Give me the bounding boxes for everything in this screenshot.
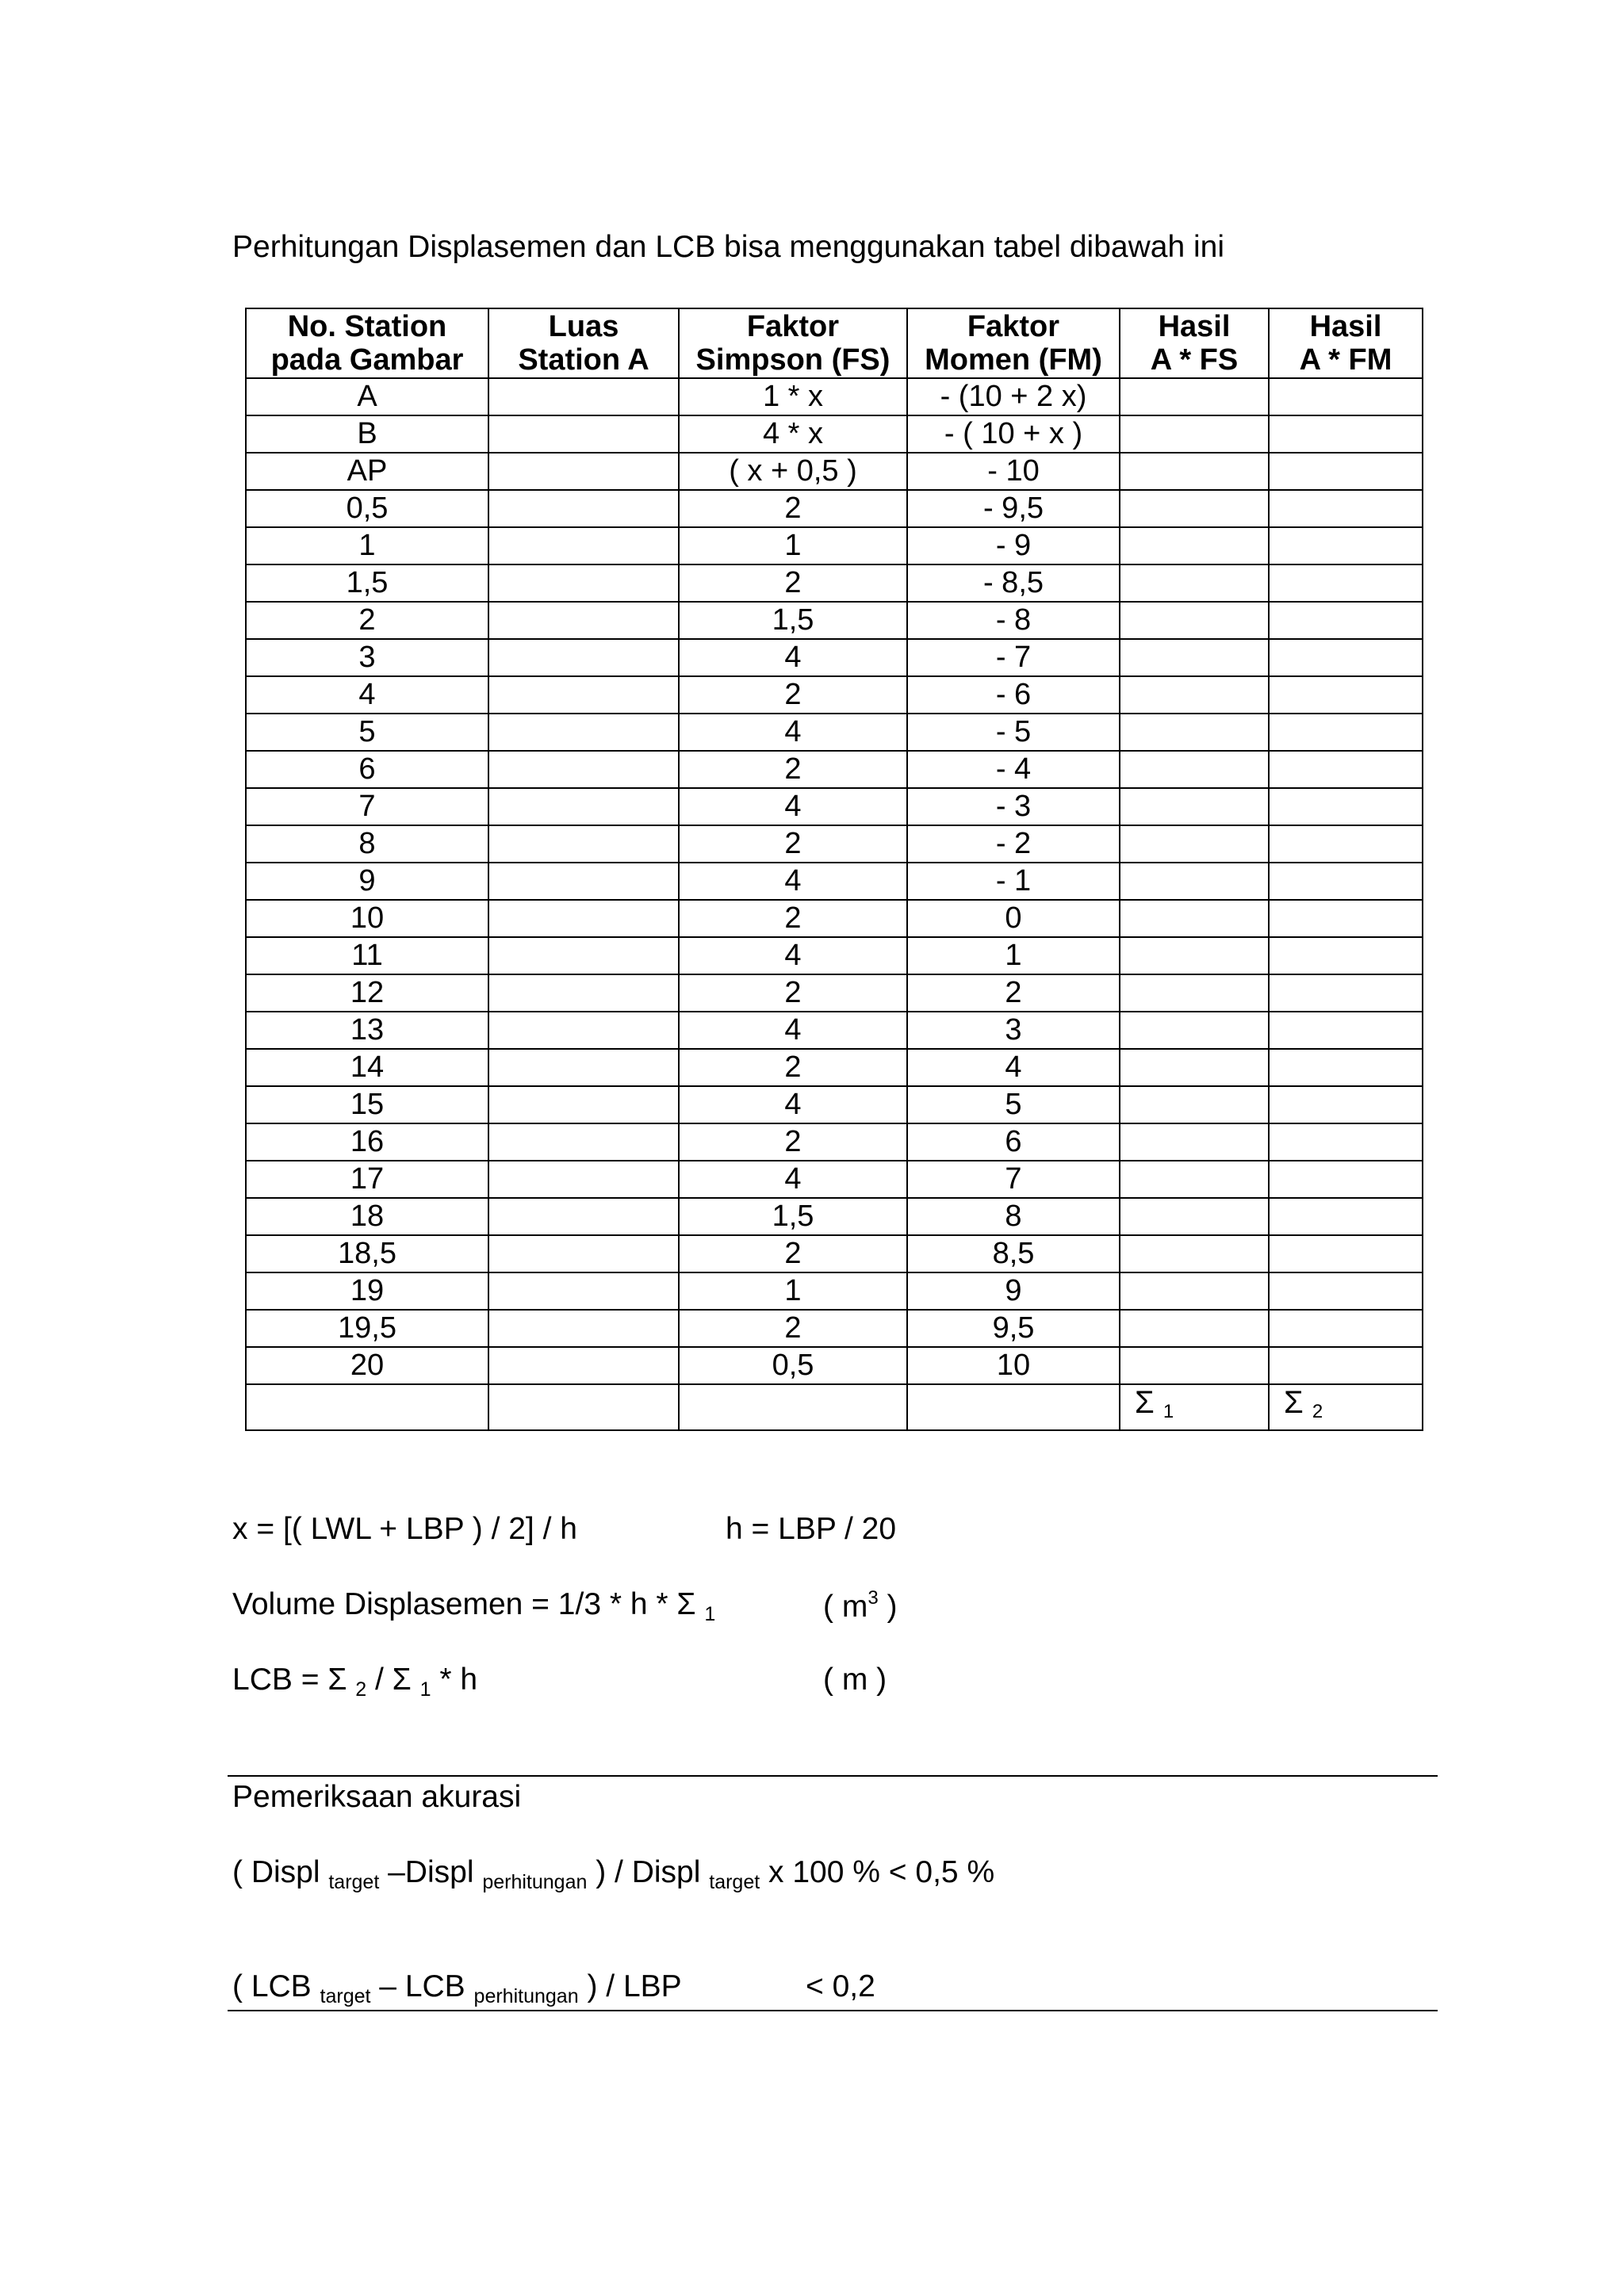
station-cell: 17: [246, 1161, 488, 1198]
result-fs-cell: [1120, 937, 1269, 974]
result-fs-cell: [1120, 825, 1269, 863]
result-fs-cell: [1120, 639, 1269, 676]
simpson-factor-cell: 2: [679, 751, 907, 788]
result-fs-cell: [1120, 974, 1269, 1012]
area-cell: [488, 415, 679, 453]
result-fs-cell: [1120, 751, 1269, 788]
area-cell: [488, 527, 679, 564]
sum-1-cell: Σ $_1$: [1120, 1384, 1269, 1430]
table-row: [246, 1161, 1423, 1198]
area-cell: [488, 602, 679, 639]
table-body: [246, 378, 1423, 1430]
simpson-factor-cell: 2: [679, 490, 907, 527]
simpson-factor-cell: 4: [679, 1086, 907, 1123]
result-fs-cell: [1120, 1012, 1269, 1049]
simpson-factor-cell: 1: [679, 1272, 907, 1310]
result-fs-cell: [1120, 1049, 1269, 1086]
table-row: [246, 527, 1423, 564]
result-fm-cell: [1269, 863, 1423, 900]
result-fs-cell: [1120, 1086, 1269, 1123]
lcb-accuracy-limit: < 0,2: [806, 1969, 875, 2003]
station-cell: 19,5: [246, 1310, 488, 1347]
area-cell: [488, 974, 679, 1012]
table-cell: [246, 1384, 488, 1430]
station-cell: 16: [246, 1123, 488, 1161]
simpson-factor-cell: 2: [679, 1235, 907, 1272]
moment-factor-cell: 10: [907, 1347, 1120, 1384]
area-cell: [488, 1310, 679, 1347]
table-row: [246, 490, 1423, 527]
result-fs-cell: [1120, 900, 1269, 937]
moment-factor-cell: - 5: [907, 714, 1120, 751]
simpson-factor-cell: 2: [679, 974, 907, 1012]
result-fs-cell: [1120, 676, 1269, 714]
header-result-fm: Hasil A * FM: [1269, 308, 1423, 378]
intro-text: Perhitungan Displasemen dan LCB bisa menggunakan tabel dibawah ini: [232, 230, 1224, 264]
area-cell: [488, 1012, 679, 1049]
result-fm-cell: [1269, 1012, 1423, 1049]
area-cell: [488, 937, 679, 974]
header-station: No. Station pada Gambar: [246, 308, 488, 378]
area-cell: [488, 1161, 679, 1198]
moment-factor-cell: - 8: [907, 602, 1120, 639]
result-fs-cell: [1120, 602, 1269, 639]
table-row: [246, 974, 1423, 1012]
result-fm-cell: [1269, 1272, 1423, 1310]
moment-factor-cell: 6: [907, 1123, 1120, 1161]
simpson-factor-cell: 4: [679, 714, 907, 751]
moment-factor-cell: 7: [907, 1161, 1120, 1198]
moment-factor-cell: 3: [907, 1012, 1120, 1049]
station-cell: 3: [246, 639, 488, 676]
table-row: [246, 639, 1423, 676]
area-cell: [488, 900, 679, 937]
area-cell: [488, 825, 679, 863]
table-cell: [907, 1384, 1120, 1430]
moment-factor-cell: - 9: [907, 527, 1120, 564]
table-row: [246, 564, 1423, 602]
result-fm-cell: [1269, 751, 1423, 788]
moment-factor-cell: - ( 10 + x ): [907, 415, 1120, 453]
area-cell: [488, 1086, 679, 1123]
station-cell: 4: [246, 676, 488, 714]
station-cell: 18: [246, 1198, 488, 1235]
result-fm-cell: [1269, 900, 1423, 937]
simpson-factor-cell: 2: [679, 564, 907, 602]
table-row: [246, 825, 1423, 863]
area-cell: [488, 564, 679, 602]
result-fs-cell: [1120, 453, 1269, 490]
simpson-factor-cell: 2: [679, 1049, 907, 1086]
table-row: [246, 676, 1423, 714]
result-fs-cell: [1120, 1347, 1269, 1384]
simpson-factor-cell: 2: [679, 1123, 907, 1161]
area-cell: [488, 1272, 679, 1310]
result-fm-cell: [1269, 1198, 1423, 1235]
station-cell: 7: [246, 788, 488, 825]
station-cell: 8: [246, 825, 488, 863]
table-row: [246, 1310, 1423, 1347]
moment-factor-cell: 5: [907, 1086, 1120, 1123]
simpson-factor-cell: 4: [679, 1012, 907, 1049]
station-cell: 13: [246, 1012, 488, 1049]
table-row: [246, 1086, 1423, 1123]
table-row: [246, 900, 1423, 937]
result-fs-cell: [1120, 378, 1269, 415]
table-cell: [488, 1384, 679, 1430]
table-row: [246, 602, 1423, 639]
result-fm-cell: [1269, 1310, 1423, 1347]
area-cell: [488, 453, 679, 490]
result-fs-cell: [1120, 1272, 1269, 1310]
simpson-factor-cell: 1: [679, 527, 907, 564]
moment-factor-cell: - 4: [907, 751, 1120, 788]
simpson-factor-cell: 0,5: [679, 1347, 907, 1384]
area-cell: [488, 1198, 679, 1235]
simpson-factor-cell: 4: [679, 1161, 907, 1198]
result-fm-cell: [1269, 788, 1423, 825]
simpson-factor-cell: 2: [679, 676, 907, 714]
table-header-row: [246, 308, 1423, 378]
table-row: [246, 788, 1423, 825]
moment-factor-cell: - 3: [907, 788, 1120, 825]
result-fm-cell: [1269, 1123, 1423, 1161]
area-cell: [488, 676, 679, 714]
displacement-accuracy-formula: ( Displ $_{target}$ –Displ $_{perhitungan}$ ) / Displ $_{target}$ x 100 % < 0,5 %: [232, 1855, 995, 1893]
station-cell: AP: [246, 453, 488, 490]
result-fm-cell: [1269, 937, 1423, 974]
area-cell: [488, 714, 679, 751]
result-fs-cell: [1120, 1198, 1269, 1235]
table-row: [246, 1235, 1423, 1272]
result-fm-cell: [1269, 415, 1423, 453]
moment-factor-cell: 1: [907, 937, 1120, 974]
volume-unit: ( $m^3$ ): [823, 1587, 898, 1624]
section-divider-bottom: [228, 2010, 1438, 2011]
area-cell: [488, 863, 679, 900]
simpson-factor-cell: 4: [679, 639, 907, 676]
station-cell: 9: [246, 863, 488, 900]
station-cell: 1: [246, 527, 488, 564]
table-row: [246, 714, 1423, 751]
moment-factor-cell: 9,5: [907, 1310, 1120, 1347]
table-row: [246, 1347, 1423, 1384]
result-fm-cell: [1269, 564, 1423, 602]
result-fm-cell: [1269, 974, 1423, 1012]
sum-2-cell: Σ $_2$: [1269, 1384, 1423, 1430]
table-row: [246, 1123, 1423, 1161]
result-fs-cell: [1120, 564, 1269, 602]
simpson-factor-cell: 4: [679, 937, 907, 974]
accuracy-title: Pemeriksaan akurasi: [232, 1780, 522, 1814]
lcb-unit: ( m ): [823, 1663, 887, 1697]
header-moment-factor: Faktor Momen (FM): [907, 308, 1120, 378]
simpson-factor-cell: 1,5: [679, 602, 907, 639]
moment-factor-cell: - 10: [907, 453, 1120, 490]
result-fm-cell: [1269, 490, 1423, 527]
area-cell: [488, 378, 679, 415]
result-fs-cell: [1120, 1123, 1269, 1161]
simpson-factor-cell: 1,5: [679, 1198, 907, 1235]
station-cell: 15: [246, 1086, 488, 1123]
lcb-formula: LCB = Σ $_2$ / Σ $_1$ * h: [232, 1663, 478, 1701]
h-definition: h = LBP / 20: [726, 1512, 897, 1546]
area-cell: [488, 639, 679, 676]
station-cell: 14: [246, 1049, 488, 1086]
area-cell: [488, 1347, 679, 1384]
header-simpson-factor: Faktor Simpson (FS): [679, 308, 907, 378]
simpson-factor-cell: 4: [679, 788, 907, 825]
result-fs-cell: [1120, 490, 1269, 527]
table-row: [246, 751, 1423, 788]
moment-factor-cell: - 1: [907, 863, 1120, 900]
station-cell: 18,5: [246, 1235, 488, 1272]
result-fs-cell: [1120, 1161, 1269, 1198]
result-fm-cell: [1269, 1347, 1423, 1384]
sum-row: [246, 1384, 1423, 1430]
moment-factor-cell: 4: [907, 1049, 1120, 1086]
result-fm-cell: [1269, 1049, 1423, 1086]
table-row: [246, 1012, 1423, 1049]
table-cell: [679, 1384, 907, 1430]
moment-factor-cell: - (10 + 2 x): [907, 378, 1120, 415]
moment-factor-cell: - 8,5: [907, 564, 1120, 602]
table-row: [246, 415, 1423, 453]
result-fs-cell: [1120, 1235, 1269, 1272]
simpson-factor-cell: 1 * x: [679, 378, 907, 415]
result-fm-cell: [1269, 639, 1423, 676]
station-cell: 19: [246, 1272, 488, 1310]
area-cell: [488, 788, 679, 825]
displacement-table: [245, 308, 1423, 1431]
simpson-factor-cell: 2: [679, 825, 907, 863]
result-fm-cell: [1269, 714, 1423, 751]
result-fm-cell: [1269, 453, 1423, 490]
result-fm-cell: [1269, 1161, 1423, 1198]
moment-factor-cell: 9: [907, 1272, 1120, 1310]
header-result-fs: Hasil A * FS: [1120, 308, 1269, 378]
result-fm-cell: [1269, 527, 1423, 564]
result-fm-cell: [1269, 1086, 1423, 1123]
moment-factor-cell: 8: [907, 1198, 1120, 1235]
result-fm-cell: [1269, 1235, 1423, 1272]
station-cell: A: [246, 378, 488, 415]
result-fm-cell: [1269, 825, 1423, 863]
station-cell: 2: [246, 602, 488, 639]
moment-factor-cell: 0: [907, 900, 1120, 937]
moment-factor-cell: - 7: [907, 639, 1120, 676]
result-fs-cell: [1120, 1310, 1269, 1347]
table-row: [246, 453, 1423, 490]
volume-formula: Volume Displasemen = 1/3 * h * Σ $_1$: [232, 1587, 716, 1625]
table-row: [246, 937, 1423, 974]
table-row: [246, 1049, 1423, 1086]
table-row: [246, 378, 1423, 415]
table-row: [246, 1272, 1423, 1310]
simpson-factor-cell: 4 * x: [679, 415, 907, 453]
area-cell: [488, 1049, 679, 1086]
moment-factor-cell: - 6: [907, 676, 1120, 714]
lcb-accuracy-formula: ( LCB $_{target}$ – LCB $_{perhitungan}$ ) / LBP: [232, 1969, 682, 2007]
station-cell: 10: [246, 900, 488, 937]
area-cell: [488, 751, 679, 788]
station-cell: B: [246, 415, 488, 453]
table-row: [246, 1198, 1423, 1235]
station-cell: 12: [246, 974, 488, 1012]
area-cell: [488, 1235, 679, 1272]
result-fs-cell: [1120, 714, 1269, 751]
area-cell: [488, 1123, 679, 1161]
result-fs-cell: [1120, 415, 1269, 453]
result-fm-cell: [1269, 602, 1423, 639]
table-row: [246, 863, 1423, 900]
area-cell: [488, 490, 679, 527]
simpson-factor-cell: ( x + 0,5 ): [679, 453, 907, 490]
station-cell: 0,5: [246, 490, 488, 527]
simpson-factor-cell: 2: [679, 900, 907, 937]
station-cell: 6: [246, 751, 488, 788]
station-cell: 11: [246, 937, 488, 974]
simpson-factor-cell: 2: [679, 1310, 907, 1347]
section-divider-top: [228, 1775, 1438, 1777]
moment-factor-cell: - 9,5: [907, 490, 1120, 527]
simpson-factor-cell: 4: [679, 863, 907, 900]
result-fs-cell: [1120, 527, 1269, 564]
result-fm-cell: [1269, 676, 1423, 714]
result-fs-cell: [1120, 788, 1269, 825]
moment-factor-cell: 2: [907, 974, 1120, 1012]
header-area: Luas Station A: [488, 308, 679, 378]
x-definition: x = [( LWL + LBP ) / 2] / h: [232, 1512, 577, 1546]
station-cell: 5: [246, 714, 488, 751]
station-cell: 20: [246, 1347, 488, 1384]
result-fm-cell: [1269, 378, 1423, 415]
moment-factor-cell: - 2: [907, 825, 1120, 863]
moment-factor-cell: 8,5: [907, 1235, 1120, 1272]
station-cell: 1,5: [246, 564, 488, 602]
result-fs-cell: [1120, 863, 1269, 900]
